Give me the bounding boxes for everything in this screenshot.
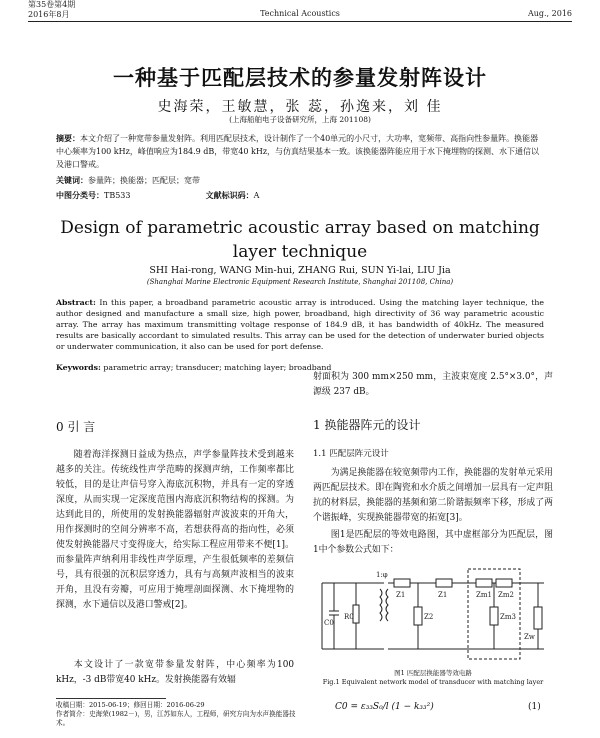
affiliation-zh: (上海船舶电子设备研究所，上海 201108) — [229, 115, 371, 124]
figure1-circuit — [318, 563, 550, 663]
z1b-impedance — [436, 579, 452, 587]
zw-impedance — [534, 607, 542, 629]
affiliation-en: (Shanghai Marine Electronic Equipment Research Institute, Shanghai 201108, China) — [146, 278, 454, 286]
clc-value: TB533 — [104, 191, 131, 200]
zm3-impedance — [490, 607, 498, 625]
equation-number: (1) — [528, 702, 541, 712]
z1-impedance — [394, 579, 410, 587]
label-c0: C0 — [324, 619, 334, 627]
section0-para1: 随着海洋探测日益成为热点，声学参量阵技术受到越来越多的关注。传统线性声学范畴的探测声纳，工作频率都比较低，目的是让声信号穿入海底沉积物，并具有一定的穿透深度，从而实现一定深度范围内海底沉积物结构的探测。为达到此目的，所使用的发射换能器辐射声波波束的开角大，用作探测时的空间分辨率不高，若想获得高的指向性，必须使发射换能器尺寸变得庞大，给实际工程应用带来不便[1]。而参量阵声纳利用非线性声学原理，产生很低频率的差频信号，具有很强的沉积层穿透力，具有与高频声波相当的波束开角，且没有旁瓣，可应用于掩埋剖面探测、水下掩埋物的探测，水下通信以及港口警戒[2]。 — [56, 450, 294, 610]
equation-1 — [335, 702, 434, 712]
section1-para1: 为满足换能器在较宽频带内工作，换能器的发射单元采用两匹配层技术。即在陶瓷和水介质之间增加一层具有一定声阻抗的材料层，换能器的基频和第二阶谐振频率下移，形成了两个谐振峰，实现换能器带宽的拓宽[3]。 — [313, 468, 553, 523]
footnote-author: 作者简介：史海荣(1982－)，男，江苏如东人，工程师，研究方向为水声换能器技术。 — [56, 710, 296, 727]
abstract-en-label: Abstract: — [56, 298, 96, 307]
label-zw: Zw — [524, 633, 535, 641]
section0-para2: 本文设计了一款宽带参量发射阵，中心频率为100 kHz，-3 dB带宽40 kHz。发射换能器有效辐 — [56, 660, 294, 685]
abstract-en — [56, 298, 544, 353]
right-intro: 射面积为 300 mm×250 mm，主波束宽度 2.5°×3.0°，声源级 237 dB。 — [313, 372, 553, 397]
abstract-zh-label: 摘要： — [56, 133, 80, 143]
journal-name: Technical Acoustics — [260, 9, 340, 18]
abstract-zh-text: 本文介绍了一种宽带参量发射阵。利用匹配层技术，设计制作了一个40单元的小尺寸，大功率，宽频带、高指向性参量阵。换能器中心频率为100 kHz，峰值响应为184.9 dB，带宽40 kHz，与仿真结果基本一致。该换能器阵能应用于水下掩埋物的探测、水下通信以及港口警戒。 — [56, 134, 540, 169]
label-zm1: Zm1 — [476, 591, 492, 599]
title-zh: 一种基于匹配层技术的参量发射阵设计 — [113, 65, 487, 90]
clc-label: 中图分类号： — [56, 190, 104, 200]
classification — [56, 189, 544, 202]
issue-volume: 第35卷第4期 — [28, 0, 76, 9]
doc-code-label: 文献标识码： — [205, 190, 254, 200]
header-rule — [28, 21, 572, 22]
keywords-zh-text: 参量阵；换能器；匹配层；宽带 — [88, 176, 200, 185]
header-date-en: Aug., 2016 — [527, 9, 572, 18]
equation-rhs: ε₃₃S₀/l (1 − k₃₃²) — [360, 702, 434, 712]
label-z1: Z1 — [396, 591, 406, 599]
label-ratio: 1:φ — [376, 571, 388, 579]
keywords-en-label: Keywords: — [56, 363, 101, 372]
abstract-en-text: In this paper, a broadband parametric acoustic array is introduced. Using the matching layer technique, the author designed and manufacture a small size, high power, broadband, high directivity of 36 way parametric acoustic array. The array has maximum transmitting voltage response of 184.9 dB, it has bandwidth of 40kHz. The measured results are basically accordant to simulated results. This array can be used for the detection of underwater buried objects or underwater communication, it also can be used for port defense. — [56, 298, 544, 351]
issue-date: 2016年8月 — [28, 10, 70, 19]
authors-zh: 史海荣，王敏慧，张 蕊，孙逸来，刘 佳 — [157, 99, 443, 115]
zm2-impedance — [496, 579, 512, 587]
equation-lhs: C0 = — [335, 702, 359, 712]
authors-en: SHI Hai-rong, WANG Min-hui, ZHANG Rui, SUN Yi-lai, LIU Jia — [149, 265, 451, 276]
r0-resistor — [353, 605, 359, 623]
section1-para2: 图1是匹配层的等效电路图，其中虚框部分为匹配层，图1中个参数公式如下： — [313, 530, 553, 555]
section0-heading: 0 引 言 — [56, 420, 96, 434]
transformer-secondary — [386, 589, 388, 621]
keywords-zh-label: 关键词： — [56, 175, 88, 185]
z2-impedance — [414, 607, 422, 625]
footnote-received: 收稿日期：2015-06-19；修回日期：2016-06-29 — [56, 701, 205, 709]
zm1-impedance — [476, 579, 492, 587]
section1-heading: 1 换能器阵元的设计 — [313, 418, 421, 432]
label-zm3: Zm3 — [500, 613, 516, 621]
section1-subheading: 1.1 匹配层阵元设计 — [313, 449, 389, 459]
title-en-line1: Design of parametric acoustic array based on matching — [60, 218, 540, 238]
abstract-zh — [56, 132, 544, 171]
transformer-primary — [380, 589, 382, 621]
keywords-zh — [56, 174, 544, 187]
title-en-line2: layer technique — [232, 242, 368, 262]
figure1-caption-en: Fig.1 Equivalent network model of transducer with matching layer — [322, 678, 544, 686]
footnote — [56, 701, 296, 728]
label-z2: Z2 — [424, 613, 434, 621]
footnote-rule — [56, 698, 166, 699]
label-z1b: Z1 — [438, 591, 448, 599]
keywords-en-text: parametric array; transducer; matching layer; broadband — [103, 363, 332, 372]
label-zm2: Zm2 — [498, 591, 514, 599]
label-r0: R0 — [344, 613, 354, 621]
figure1-caption-zh: 图1 匹配层换能器等效电路 — [394, 669, 472, 677]
doc-code-value: A — [253, 191, 260, 200]
